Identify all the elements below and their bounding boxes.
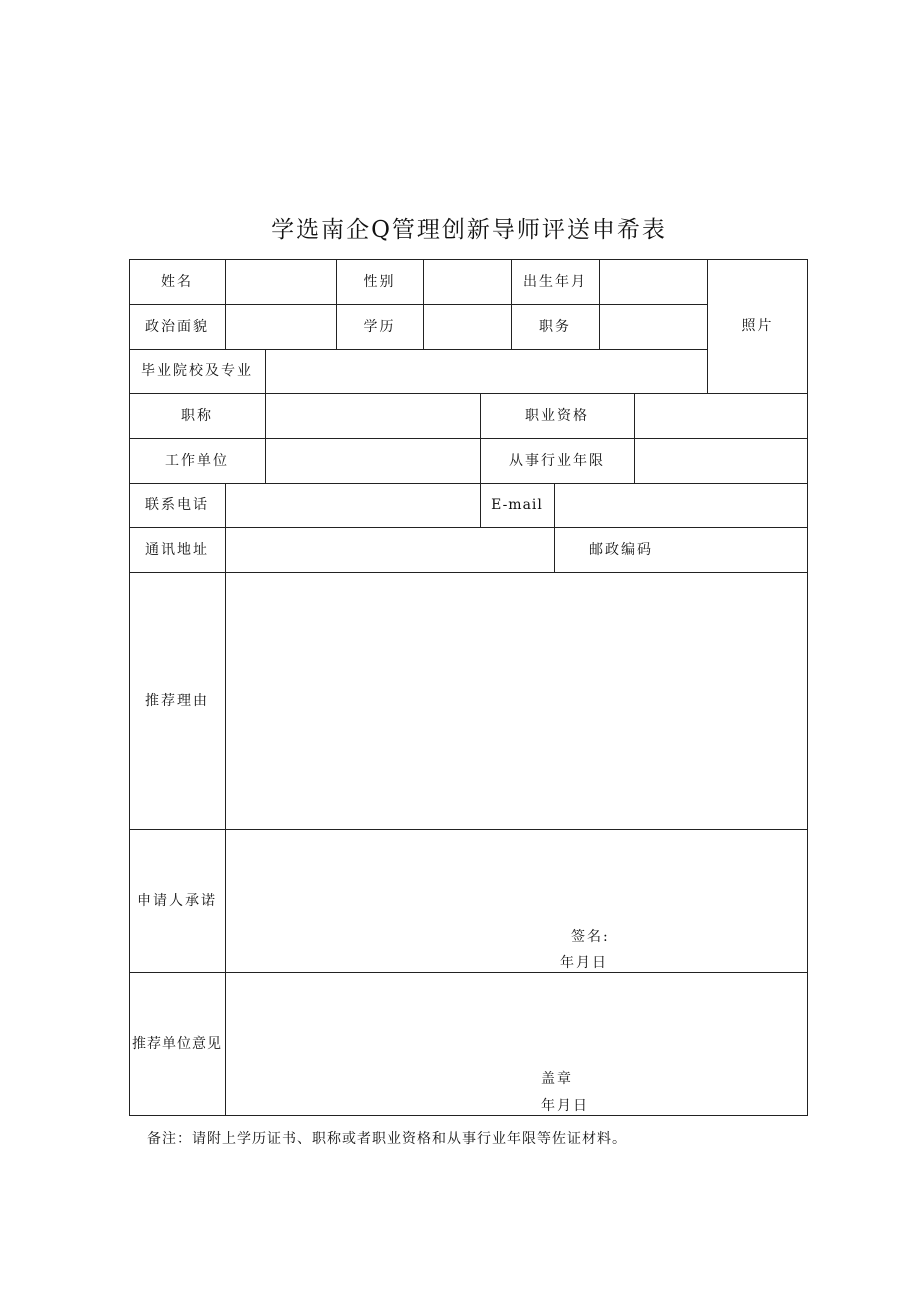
form-title: 学选南企Q管理创新导师评送申希表 xyxy=(271,217,667,243)
recommendation-reason-field[interactable] xyxy=(226,573,807,829)
postcode-field[interactable] xyxy=(659,528,807,572)
phone-field[interactable] xyxy=(226,484,480,527)
photo-box[interactable]: 照片 xyxy=(741,318,774,334)
political-status-field[interactable] xyxy=(226,305,336,349)
education-field[interactable] xyxy=(424,305,511,349)
industry-years-label: 从事行业年限 xyxy=(509,452,605,469)
applicant-promise-label: 申请人承诺 xyxy=(137,892,217,909)
footnote: 备注：请附上学历证书、职称或者职业资格和从事行业年限等佐证材料。 xyxy=(147,1131,627,1147)
promise-date-label: 年月日 xyxy=(560,955,608,971)
professional-title-label: 职称 xyxy=(181,407,213,424)
industry-years-field[interactable] xyxy=(635,439,807,483)
recommendation-reason-label: 推荐理由 xyxy=(145,692,209,709)
email-field[interactable] xyxy=(555,484,807,527)
postcode-label: 邮政编码 xyxy=(589,541,653,558)
school-major-field[interactable] xyxy=(266,350,707,393)
birth-date-field[interactable] xyxy=(600,260,707,304)
position-label: 职务 xyxy=(539,318,571,335)
name-field[interactable] xyxy=(226,260,336,304)
phone-label: 联系电话 xyxy=(145,497,209,513)
gender-label: 性别 xyxy=(363,273,396,290)
email-label: E-mail xyxy=(491,497,543,513)
seal-label: 盖章 xyxy=(541,1071,573,1087)
birth-date-label: 出生年月 xyxy=(523,273,587,290)
applicant-promise-field[interactable] xyxy=(226,830,807,972)
name-label: 姓名 xyxy=(161,273,193,290)
professional-title-field[interactable] xyxy=(266,394,480,438)
address-field[interactable] xyxy=(226,528,554,572)
qualification-label: 职业资格 xyxy=(525,407,589,424)
address-label: 通讯地址 xyxy=(145,541,209,558)
application-form-table xyxy=(129,259,808,1116)
signature-label: 签名: xyxy=(571,929,610,945)
employer-field[interactable] xyxy=(266,439,480,483)
employer-label: 工作单位 xyxy=(165,452,229,469)
political-status-label: 政治面貌 xyxy=(145,318,209,335)
position-field[interactable] xyxy=(600,305,707,349)
qualification-field[interactable] xyxy=(635,394,807,438)
unit-opinion-label: 推荐单位意见 xyxy=(132,1035,222,1052)
opinion-date-label: 年月日 xyxy=(541,1098,589,1114)
school-major-label: 毕业院校及专业 xyxy=(141,363,253,379)
gender-field[interactable] xyxy=(424,260,511,304)
unit-opinion-field[interactable] xyxy=(226,973,807,1115)
education-label: 学历 xyxy=(363,318,396,335)
